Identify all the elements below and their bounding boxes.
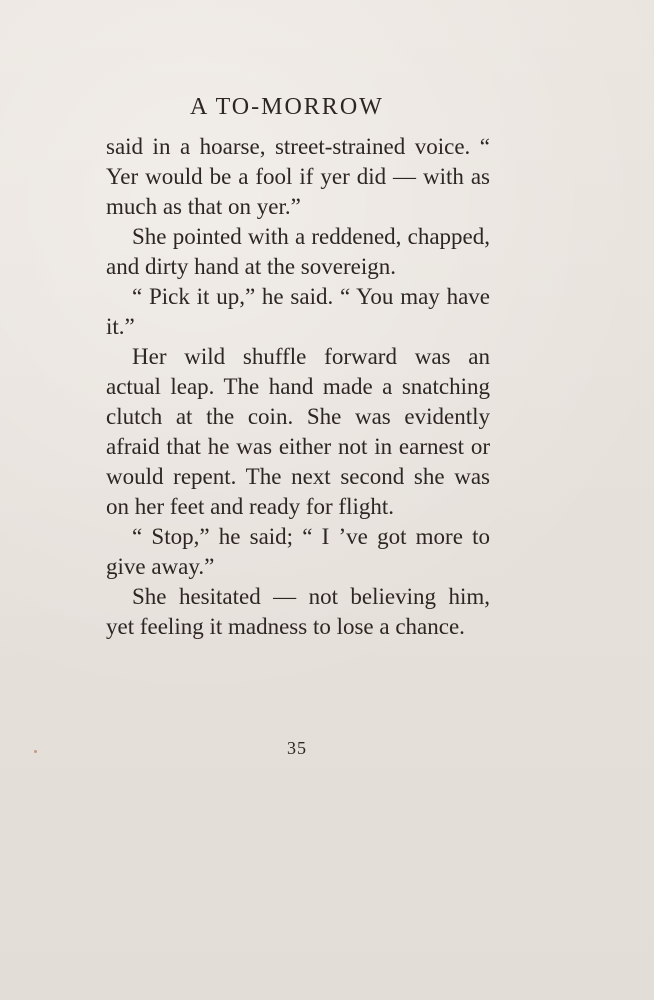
paragraph-1: said in a hoarse, street-strained voice. “ Yer would be a fool if yer did — with as much as that on yer.”	[106, 134, 490, 219]
paragraph-4: Her wild shuffle forward was an actual leap. The hand made a snatching clutch at the coin. She was evidently afraid that he was either not in earnest or would repent. The next second she was on her feet and ready for flight.	[106, 344, 490, 519]
paper-speck	[34, 750, 37, 753]
running-title: A TO-MORROW	[190, 94, 384, 120]
body-text	[106, 132, 490, 642]
paragraph-2: She pointed with a reddened, chapped, and dirty hand at the sovereign.	[106, 224, 490, 279]
paragraph-6: She hesitated — not believing him, yet feeling it madness to lose a chance.	[106, 584, 490, 639]
page-number: 35	[287, 738, 307, 758]
paragraph-5: “ Stop,” he said; “ I ’ve got more to give away.”	[106, 524, 490, 579]
paragraph-3: “ Pick it up,” he said. “ You may have it.”	[106, 284, 490, 339]
